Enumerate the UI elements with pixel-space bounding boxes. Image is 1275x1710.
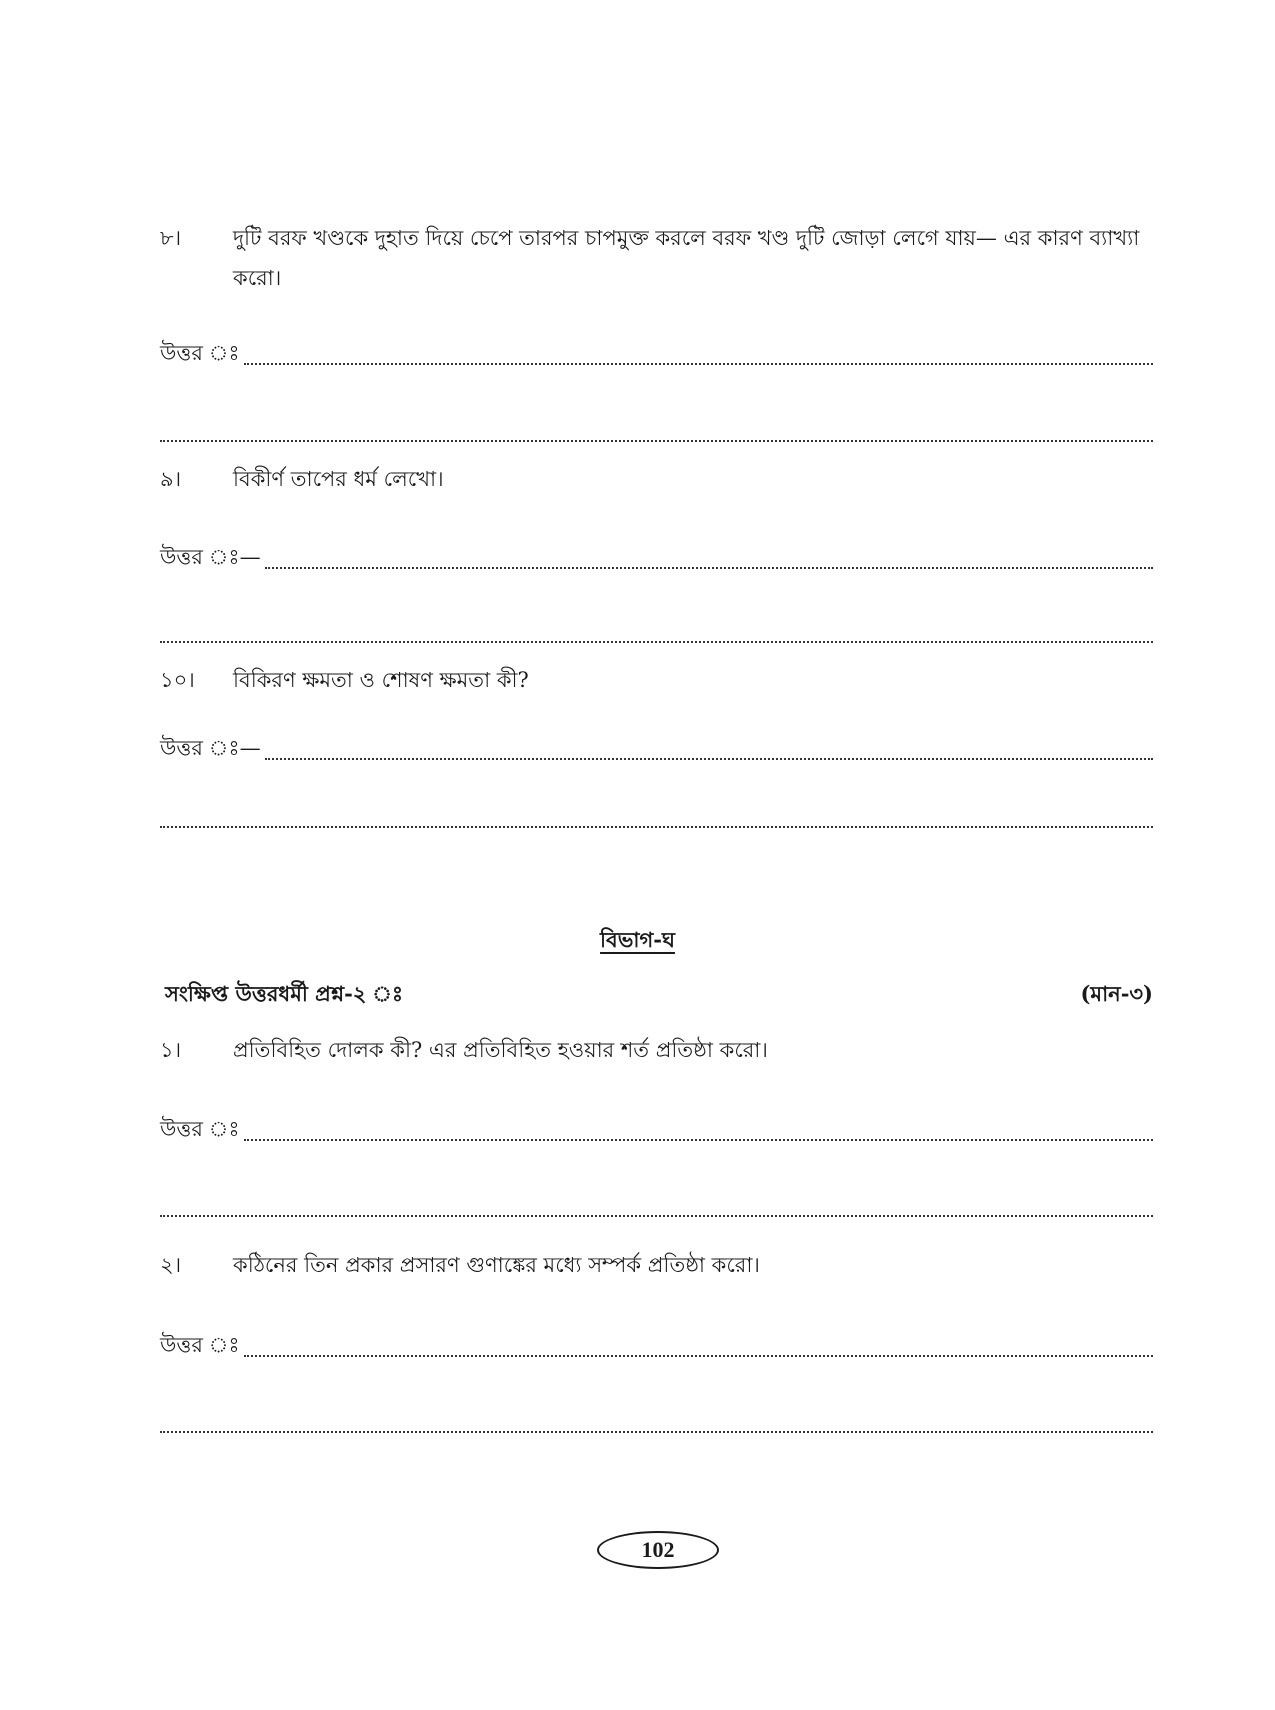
answer-label: উত্তর ঃ (160, 1333, 240, 1357)
dotted-line[interactable] (160, 1215, 1153, 1217)
dotted-line (244, 1139, 1153, 1141)
question-text: কঠিনের তিন প্রকার প্রসারণ গুণাঙ্কের মধ্যে সম্পর্ক প্রতিষ্ঠা করো। (233, 1253, 760, 1277)
question-number: ৯। (160, 467, 182, 491)
section-title (0, 924, 1275, 959)
dotted-line (244, 363, 1153, 365)
section-title-text: বিভাগ-ঘ (600, 927, 675, 952)
question-9 (160, 459, 1155, 499)
dotted-line (265, 567, 1153, 569)
section-heading-text: সংক্ষিপ্ত উত্তরধর্মী প্রশ্ন-২ ঃ (165, 981, 404, 1006)
question-text: বিকিরণ ক্ষমতা ও শোষণ ক্ষমতা কী? (233, 668, 529, 692)
answer-line[interactable] (160, 1332, 1153, 1364)
question-number: ১০। (160, 668, 195, 692)
answer-line[interactable] (160, 544, 1153, 576)
question-text: দুটি বরফ খণ্ডকে দুহাত দিয়ে চেপে তারপর চাপমুক্ত করলে বরফ খণ্ড দুটি জোড়া লেগে যায়— এর কারণ ব্যাখ্যা করো। (233, 226, 1140, 290)
dotted-line[interactable] (160, 440, 1153, 442)
dotted-line[interactable] (160, 826, 1153, 828)
question-number: ২। (160, 1253, 182, 1277)
answer-label: উত্তর ঃ (160, 341, 240, 365)
answer-line[interactable] (160, 735, 1153, 767)
answer-label: উত্তর ঃ (160, 1117, 240, 1141)
dotted-line (265, 758, 1153, 760)
answer-label: উত্তর ঃ— (160, 736, 261, 760)
answer-line[interactable] (160, 1116, 1153, 1148)
dotted-line[interactable] (160, 1431, 1153, 1433)
question-d1 (160, 1030, 1155, 1070)
question-d2 (160, 1245, 1155, 1285)
dotted-line (244, 1355, 1153, 1357)
question-number: ১। (160, 1038, 182, 1062)
question-text: বিকীর্ণ তাপের ধর্ম লেখো। (233, 467, 444, 491)
section-marks: (মান-৩) (1080, 981, 1153, 1006)
page-number (597, 1531, 719, 1569)
answer-label: উত্তর ঃ— (160, 545, 261, 569)
question-text: প্রতিবিহিত দোলক কী? এর প্রতিবিহিত হওয়ার শর্ত প্রতিষ্ঠা করো। (233, 1038, 768, 1062)
section-heading (165, 978, 1153, 1013)
dotted-line[interactable] (160, 641, 1153, 643)
question-number: ৮। (160, 226, 182, 250)
question-10 (160, 660, 1155, 700)
answer-line[interactable] (160, 340, 1153, 372)
question-8 (160, 218, 1155, 298)
page-number-text: 102 (641, 1537, 675, 1562)
